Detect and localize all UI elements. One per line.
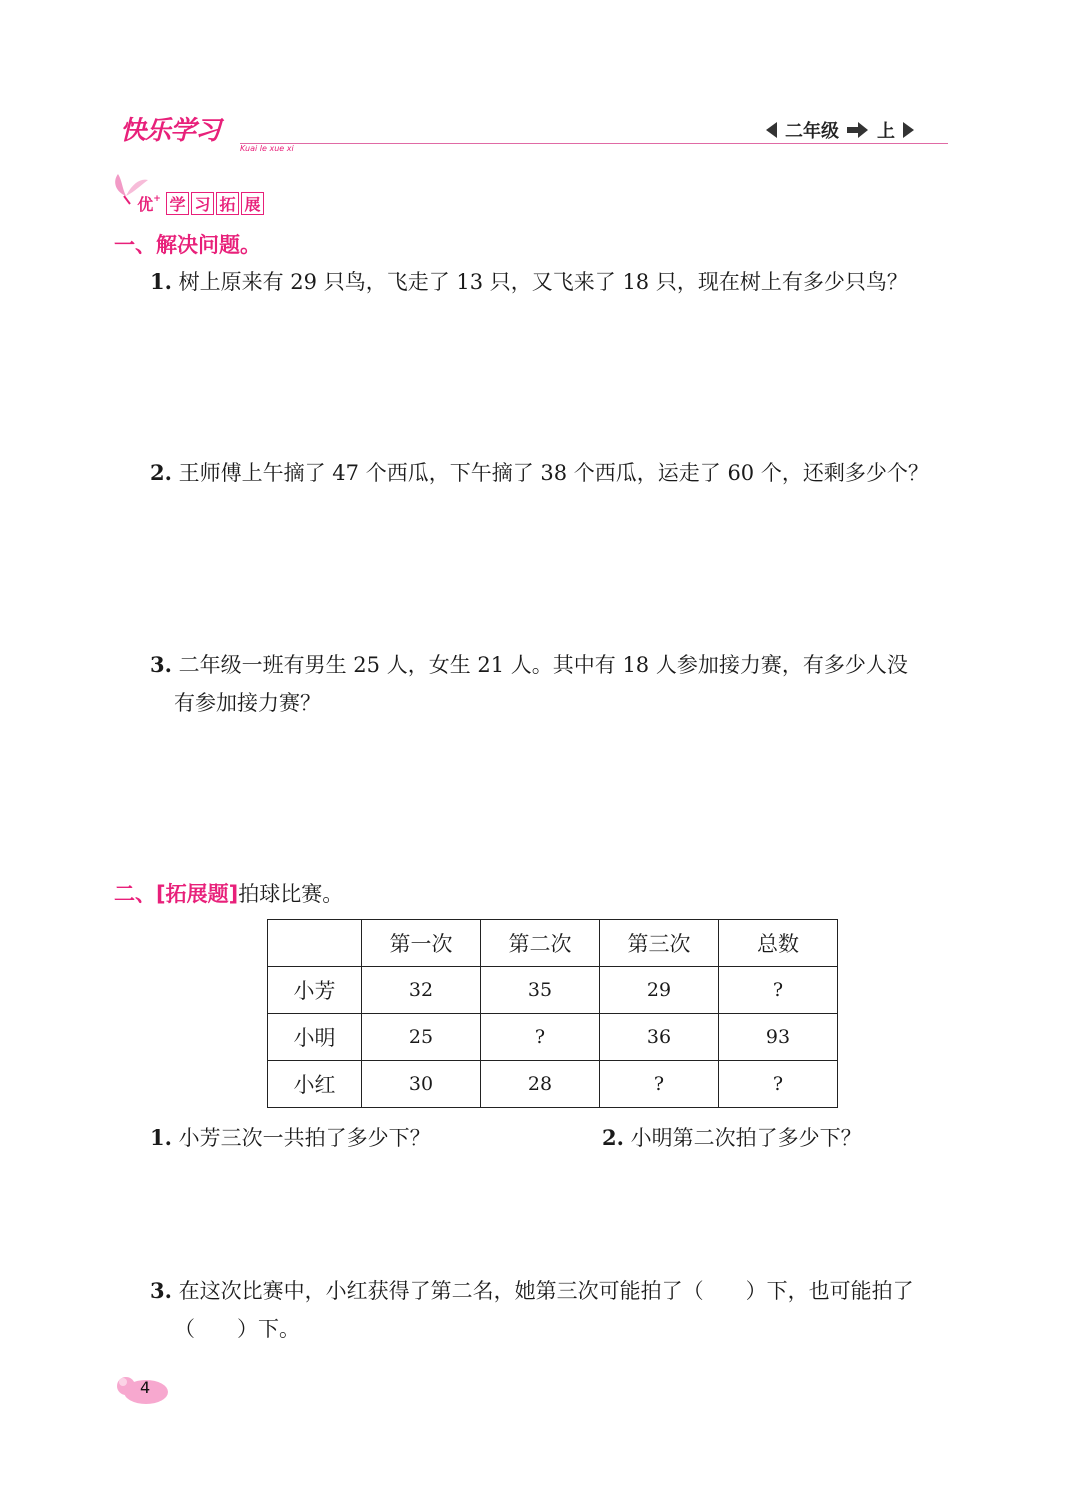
badge-char: 学	[166, 192, 189, 215]
table-cell: ?	[719, 967, 838, 1014]
question-number: 2.	[602, 1125, 624, 1150]
question-1	[150, 263, 962, 301]
question-3	[150, 646, 962, 722]
logo-text: 快乐学习	[120, 116, 221, 146]
table-cell: 32	[362, 967, 481, 1014]
arrow-right-icon	[847, 122, 869, 138]
grade-indicator	[766, 116, 914, 144]
table-cell: 29	[600, 967, 719, 1014]
page-number: 4	[140, 1378, 151, 1397]
table-cell: 30	[362, 1061, 481, 1108]
table-cell: 93	[719, 1014, 838, 1061]
section-1-title: 一、解决问题。	[114, 233, 261, 257]
sub-question-2	[602, 1119, 962, 1157]
table-cell: ?	[719, 1061, 838, 1108]
question-text: 在这次比赛中，小红获得了第二名，她第三次可能拍了（ ）下，也可能拍了	[178, 1279, 914, 1303]
sub-question-1	[150, 1119, 570, 1157]
table-header-cell	[268, 920, 362, 967]
section-badge	[110, 170, 280, 220]
section-2-title-text: 拍球比赛。	[238, 882, 344, 906]
question-text: 二年级一班有男生 25 人，女生 21 人。其中有 18 人参加接力赛，有多少人没	[178, 653, 908, 677]
question-text: 王师傅上午摘了 47 个西瓜，下午摘了 38 个西瓜，运走了 60 个，还剩多少个？	[178, 461, 929, 485]
volume-label: 上	[877, 121, 895, 142]
question-number: 1.	[150, 269, 172, 294]
table-cell: 35	[481, 967, 600, 1014]
table-row	[268, 1061, 838, 1108]
logo-subtitle: Kuai le xue xi	[240, 144, 294, 153]
question-text-continued: （ ）下。	[174, 1317, 300, 1341]
badge-char: 习	[191, 192, 214, 215]
table-row	[268, 967, 838, 1014]
table-cell: ?	[600, 1061, 719, 1108]
question-number: 1.	[150, 1125, 172, 1150]
table-header-cell: 第二次	[481, 920, 600, 967]
page-number-badge	[110, 1372, 170, 1406]
table-cell: 36	[600, 1014, 719, 1061]
badge-char: 展	[241, 192, 264, 215]
row-label: 小红	[268, 1061, 362, 1108]
triangle-right-icon	[903, 122, 914, 138]
question-text: 小芳三次一共拍了多少下？	[178, 1126, 431, 1150]
table-header-cell: 第三次	[600, 920, 719, 967]
table-header-row	[268, 920, 838, 967]
question-text-continued: 有参加接力赛？	[174, 691, 321, 715]
row-label: 小明	[268, 1014, 362, 1061]
table-cell: 28	[481, 1061, 600, 1108]
section-2-tag: [拓展题]	[156, 882, 239, 906]
sub-question-3	[150, 1272, 962, 1348]
logo	[120, 110, 310, 158]
score-table	[267, 919, 838, 1108]
table-row	[268, 1014, 838, 1061]
question-number: 2.	[150, 460, 172, 485]
row-label: 小芳	[268, 967, 362, 1014]
triangle-left-icon	[766, 122, 777, 138]
grade-label: 二年级	[785, 121, 839, 142]
question-text: 树上原来有 29 只鸟，飞走了 13 只，又飞来了 18 只，现在树上有多少只鸟？	[178, 270, 908, 294]
table-cell: 25	[362, 1014, 481, 1061]
question-number: 3.	[150, 1278, 172, 1303]
badge-char: 拓	[216, 192, 239, 215]
section-2-title	[114, 878, 343, 908]
question-2	[150, 454, 962, 492]
question-number: 3.	[150, 652, 172, 677]
section-2-prefix: 二、	[114, 882, 156, 906]
table-cell: ?	[481, 1014, 600, 1061]
badge-char: 优 +	[134, 192, 164, 215]
question-text: 小明第二次拍了多少下？	[630, 1126, 862, 1150]
table-header-cell: 总数	[719, 920, 838, 967]
table-header-cell: 第一次	[362, 920, 481, 967]
